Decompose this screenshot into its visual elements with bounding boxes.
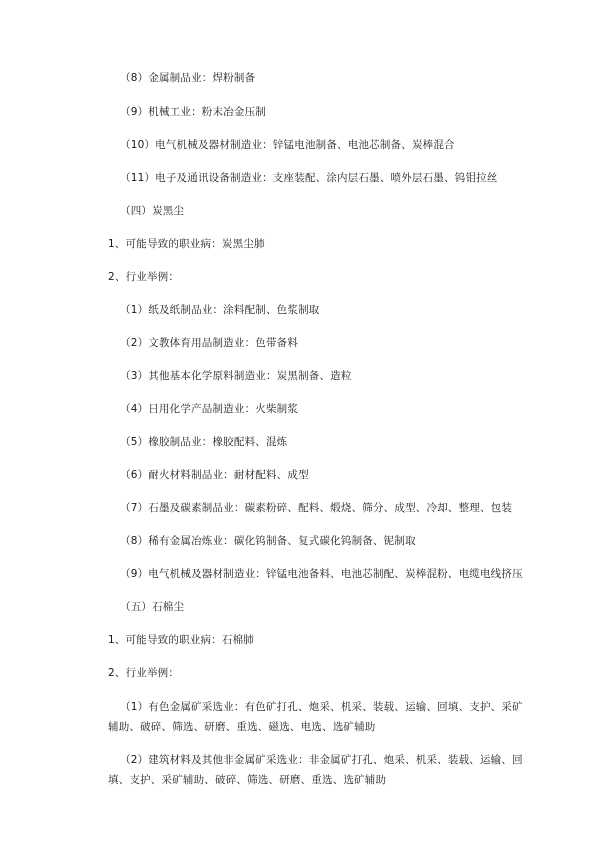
text-line: 2、行业举例： <box>108 667 180 679</box>
text-paragraph: （2）建筑材料及其他非金属矿采选业：非金属矿打孔、炮采、机采、装载、运输、回填、支护、采矿辅助、破碎、筛选、研磨、重选、选矿辅助 <box>108 754 523 786</box>
text-line: （10）电气机械及器材制造业：锌锰电池制备、电池芯制备、炭棒混合 <box>120 139 455 151</box>
text-line: 2、行业举例： <box>108 271 180 283</box>
text-line: （9）电气机械及器材制造业：锌锰电池备料、电池芯制配、炭棒混粉、电缆电线挤压 <box>120 568 523 580</box>
text-line: （11）电子及通讯设备制造业：支座装配、涂内层石墨、喷外层石墨、钨钼拉丝 <box>120 172 498 184</box>
text-line: （6）耐火材料制品业：耐材配料、成型 <box>120 469 309 481</box>
section-heading: （五）石棉尘 <box>120 601 185 613</box>
text-line: （3）其他基本化学原料制造业：炭黑制备、造粒 <box>120 370 352 382</box>
text-line: 1、可能导致的职业病：炭黑尘肺 <box>108 238 265 250</box>
text-line: 1、可能导致的职业病：石棉肺 <box>108 634 254 646</box>
text-line: （2）文教体育用品制造业：色带备料 <box>120 337 299 349</box>
text-line: （5）橡胶制品业：橡胶配料、混炼 <box>120 436 288 448</box>
text-line: （1）纸及纸制品业：涂料配制、色浆制取 <box>120 304 320 316</box>
text-paragraph: （1）有色金属矿采选业：有色矿打孔、炮采、机采、装载、运输、回填、支护、采矿辅助、破碎、筛选、研磨、重选、磁选、电选、选矿辅助 <box>108 701 523 733</box>
section-heading: （四）炭黑尘 <box>120 205 185 217</box>
text-line: （8）金属制品业：焊粉制备 <box>120 72 256 84</box>
text-line: （4）日用化学产品制造业：火柴制浆 <box>120 403 299 415</box>
text-line: （9）机械工业：粉末冶金压制 <box>120 106 266 118</box>
text-line: （8）稀有金属冶炼业：碳化钨制备、复式碳化钨制备、铌制取 <box>120 535 416 547</box>
text-line: （7）石墨及碳素制品业：碳素粉碎、配料、煅烧、筛分、成型、冷却、整理、包装 <box>120 502 513 514</box>
